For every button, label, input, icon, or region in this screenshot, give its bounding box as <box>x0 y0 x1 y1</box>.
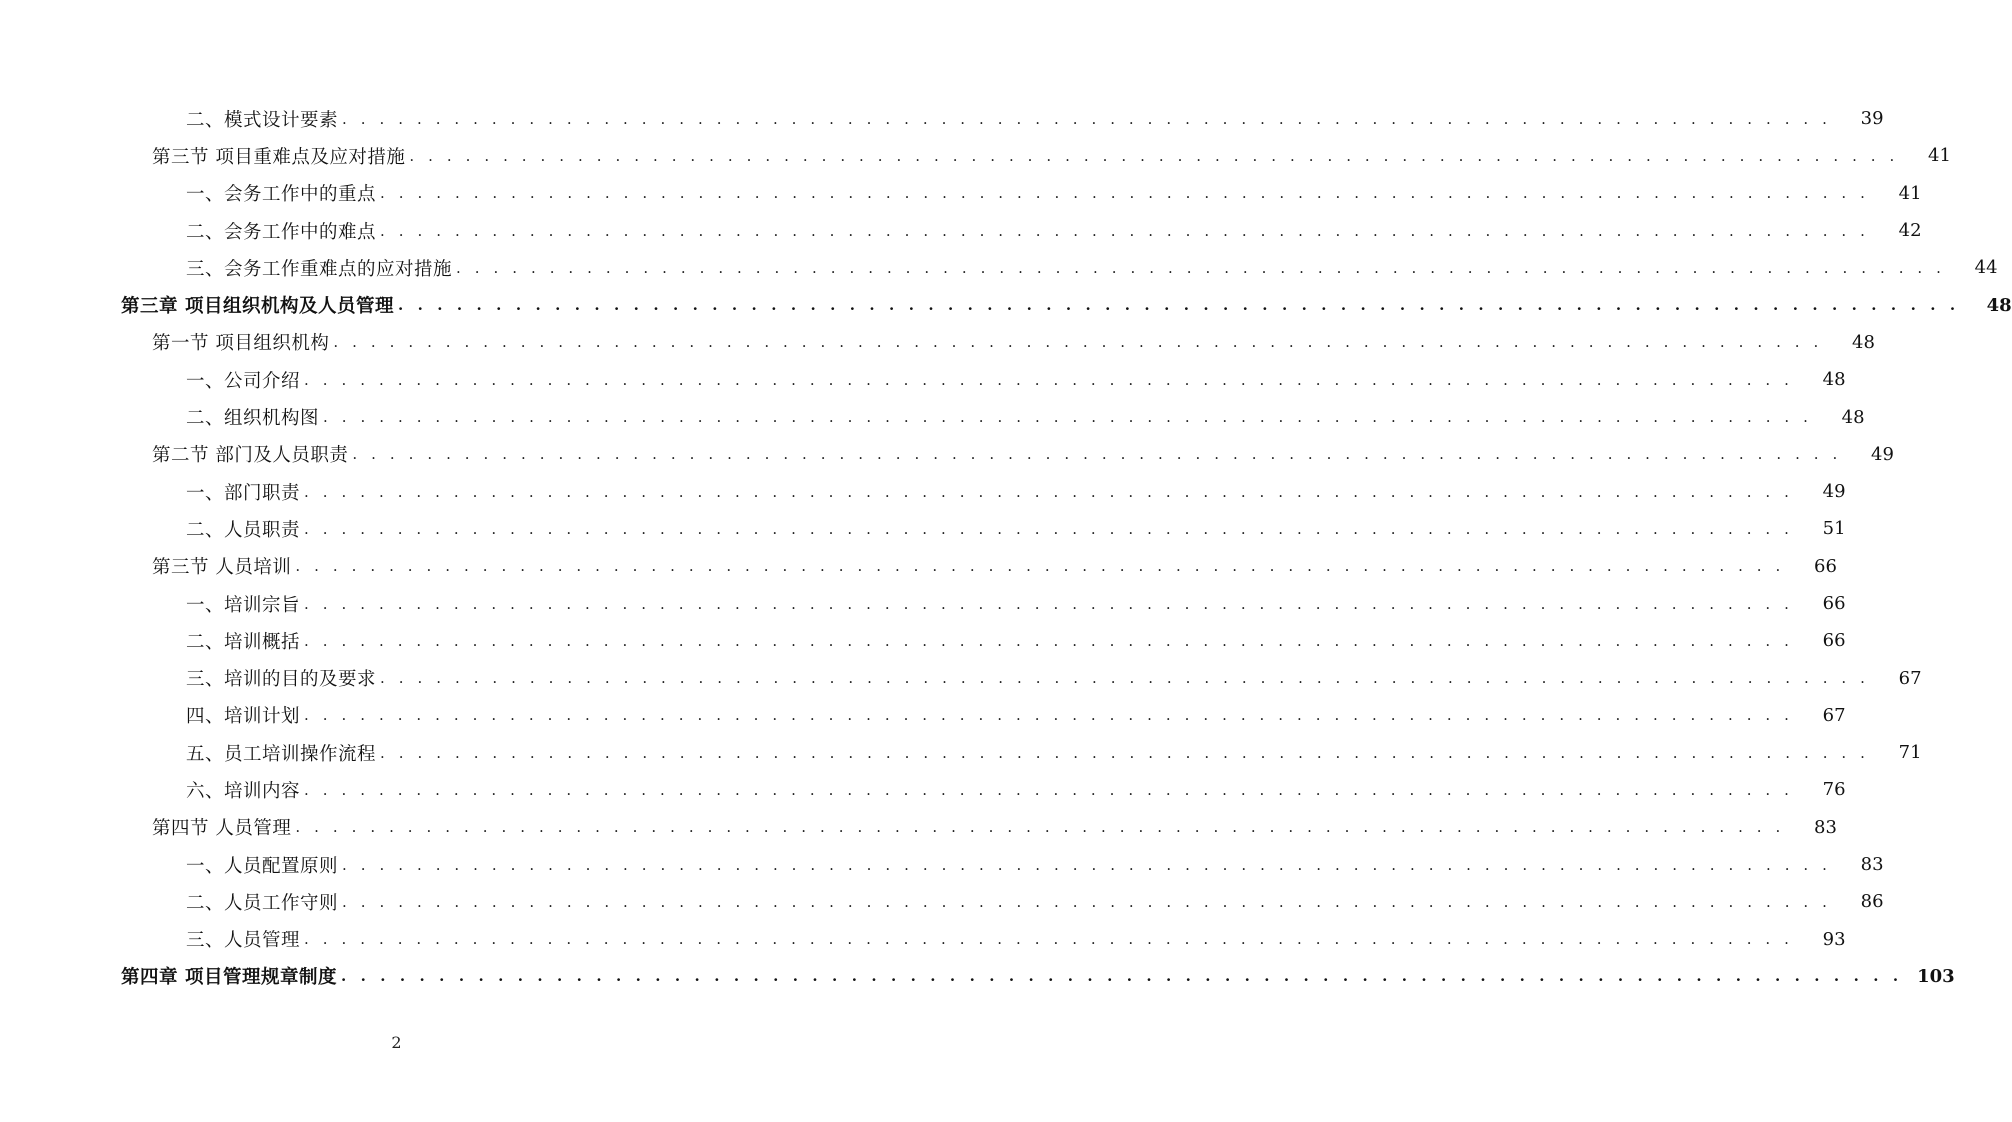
toc-leader-dots: . . . . . . . . . . . . . . . . . . . . . . . . . . . . . . . . . . . . . . . . . . . . . . . . . . . . . . . . . . . . . . . . . . . . . . . . . . . . . . . . <box>409 146 1899 165</box>
toc-entry-label: 二、模式设计要素 <box>186 109 339 131</box>
toc-entry-page: 103 <box>1917 965 1955 987</box>
toc-entry-label: 二、培训概括 <box>186 631 301 653</box>
toc-leader-dots: . . . . . . . . . . . . . . . . . . . . . . . . . . . . . . . . . . . . . . . . . . . . . . . . . . . . . . . . . . . . . . . . . . . . . . . . . . . . . . . . <box>304 594 1794 613</box>
page-number: 2 <box>391 1033 402 1052</box>
toc-leader-dots: . . . . . . . . . . . . . . . . . . . . . . . . . . . . . . . . . . . . . . . . . . . . . . . . . . . . . . . . . . . . . . . . . . . . . . . . . . . . . . . . <box>352 445 1842 464</box>
toc-entry-label: 六、培训内容 <box>186 780 301 802</box>
toc-leader-dots: . . . . . . . . . . . . . . . . . . . . . . . . . . . . . . . . . . . . . . . . . . . . . . . . . . . . . . . . . . . . . . . . . . . . . . . . . . . . . . . . <box>323 408 1813 427</box>
toc-entry-page: 48 <box>1986 294 2012 316</box>
toc-entry[interactable] <box>0 175 1922 212</box>
toc-entry[interactable] <box>0 771 1846 808</box>
toc-leader-dots: . . . . . . . . . . . . . . . . . . . . . . . . . . . . . . . . . . . . . . . . . . . . . . . . . . . . . . . . . . . . . . . . . . . . . . . . . . . . . . . . <box>380 184 1870 203</box>
toc-leader-dots: . . . . . . . . . . . . . . . . . . . . . . . . . . . . . . . . . . . . . . . . . . . . . . . . . . . . . . . . . . . . . . . . . . . . . . . . . . . . . . . . <box>380 669 1870 688</box>
toc-entry-label: 五、员工培训操作流程 <box>186 743 377 765</box>
toc-entry[interactable] <box>0 137 1951 174</box>
toc-entry-label: 三、培训的目的及要求 <box>186 669 377 691</box>
toc-leader-dots: . . . . . . . . . . . . . . . . . . . . . . . . . . . . . . . . . . . . . . . . . . . . . . . . . . . . . . . . . . . . . . . . . . . . . . . . . . . . . . . . <box>304 706 1794 725</box>
toc-leader-dots: . . . . . . . . . . . . . . . . . . . . . . . . . . . . . . . . . . . . . . . . . . . . . . . . . . . . . . . . . . . . . . . . . . . . . . . . . . . . . . . . <box>380 743 1870 762</box>
toc-entry[interactable] <box>0 734 1922 771</box>
toc-entry[interactable] <box>0 883 1884 920</box>
toc-entry-label: 二、人员工作守则 <box>186 892 339 914</box>
toc-entry-page: 41 <box>1898 182 1922 204</box>
toc-entry-label: 第四节 人员管理 <box>152 818 292 840</box>
toc-entry-page: 44 <box>1974 257 1998 279</box>
toc-entry-page: 76 <box>1822 779 1846 801</box>
toc-entry-page: 83 <box>1860 854 1884 876</box>
toc-leader-dots: . . . . . . . . . . . . . . . . . . . . . . . . . . . . . . . . . . . . . . . . . . . . . . . . . . . . . . . . . . . . . . . . . . . . . . . . . . . . . . . . <box>342 855 1832 874</box>
toc-entry-page: 49 <box>1822 481 1846 503</box>
toc-entry-page: 86 <box>1860 891 1884 913</box>
toc-entry-label: 一、培训宗旨 <box>186 594 301 616</box>
toc-entry-page: 66 <box>1822 630 1846 652</box>
toc-entry-page: 49 <box>1871 443 1894 465</box>
toc-entry[interactable] <box>0 286 2012 323</box>
toc-entry-page: 51 <box>1822 518 1846 540</box>
toc-entry-page: 67 <box>1822 704 1846 726</box>
toc-entry-label: 第三节 项目重难点及应对措施 <box>152 146 406 168</box>
toc-entry-label: 第三节 人员培训 <box>152 557 292 579</box>
toc-entry[interactable] <box>0 809 1837 846</box>
toc-entry[interactable] <box>0 697 1846 734</box>
toc-leader-dots: . . . . . . . . . . . . . . . . . . . . . . . . . . . . . . . . . . . . . . . . . . . . . . . . . . . . . . . . . . . . . . . . . . . . . . . . . . . . . . . . <box>295 557 1785 576</box>
toc-entry-page: 48 <box>1841 406 1865 428</box>
toc-entry[interactable] <box>0 921 1846 958</box>
toc-entry[interactable] <box>0 846 1884 883</box>
toc-leader-dots: . . . . . . . . . . . . . . . . . . . . . . . . . . . . . . . . . . . . . . . . . . . . . . . . . . . . . . . . . . . . . . . . . . . . . . . . . . . . . . . . <box>333 333 1823 352</box>
toc-entry[interactable] <box>0 324 1875 361</box>
toc-entry-page: 71 <box>1898 742 1922 764</box>
toc-entry-page: 67 <box>1898 667 1922 689</box>
toc-entry-page: 93 <box>1822 928 1846 950</box>
toc-leader-dots: . . . . . . . . . . . . . . . . . . . . . . . . . . . . . . . . . . . . . . . . . . . . . . . . . . . . . . . . . . . . . . . . . . . . . . . . . . . . . . . . <box>380 221 1870 240</box>
toc-entry-label: 一、人员配置原则 <box>186 855 339 877</box>
toc-leader-dots: . . . . . . . . . . . . . . . . . . . . . . . . . . . . . . . . . . . . . . . . . . . . . . . . . . . . . . . . . . . . . . . . . . . . . . . . . . . . . . . . <box>304 930 1794 949</box>
toc-entry[interactable] <box>0 100 1884 137</box>
toc-entry-label: 二、组织机构图 <box>186 408 320 430</box>
toc-entry[interactable] <box>0 622 1846 659</box>
toc-entry-page: 66 <box>1814 555 1837 577</box>
toc-leader-dots: . . . . . . . . . . . . . . . . . . . . . . . . . . . . . . . . . . . . . . . . . . . . . . . . . . . . . . . . . . . . . . . . . . . . . . . . . . . . . . . . <box>342 892 1832 911</box>
toc-entry-label: 二、会务工作中的难点 <box>186 221 377 243</box>
toc-leader-dots: . . . . . . . . . . . . . . . . . . . . . . . . . . . . . . . . . . . . . . . . . . . . . . . . . . . . . . . . . . . . . . . . . . . . . . . . . . . . . . . . <box>340 967 1903 986</box>
toc-entry[interactable] <box>0 548 1837 585</box>
toc-entry-page: 42 <box>1898 220 1922 242</box>
toc-entry-page: 39 <box>1860 108 1884 130</box>
toc-entry-label: 四、培训计划 <box>186 706 301 728</box>
toc-leader-dots: . . . . . . . . . . . . . . . . . . . . . . . . . . . . . . . . . . . . . . . . . . . . . . . . . . . . . . . . . . . . . . . . . . . . . . . . . . . . . . . . <box>304 780 1794 799</box>
toc-entry-label: 第一节 项目组织机构 <box>152 333 330 355</box>
toc-entry-label: 一、部门职责 <box>186 482 301 504</box>
toc-leader-dots: . . . . . . . . . . . . . . . . . . . . . . . . . . . . . . . . . . . . . . . . . . . . . . . . . . . . . . . . . . . . . . . . . . . . . . . . . . . . . . . . <box>304 482 1794 501</box>
toc-entry-label: 第四章 项目管理规章制度 <box>121 967 337 989</box>
toc-entry-page: 66 <box>1822 593 1846 614</box>
toc-entry-label: 一、公司介绍 <box>186 370 301 392</box>
toc-entry-label: 第二节 部门及人员职责 <box>152 445 349 467</box>
toc-entry-page: 83 <box>1814 816 1837 838</box>
toc-entry-label: 二、人员职责 <box>186 519 301 541</box>
toc-leader-dots: . . . . . . . . . . . . . . . . . . . . . . . . . . . . . . . . . . . . . . . . . . . . . . . . . . . . . . . . . . . . . . . . . . . . . . . . . . . . . . . . <box>397 296 1960 315</box>
toc-entry-page: 41 <box>1928 145 1951 167</box>
toc-leader-dots: . . . . . . . . . . . . . . . . . . . . . . . . . . . . . . . . . . . . . . . . . . . . . . . . . . . . . . . . . . . . . . . . . . . . . . . . . . . . . . . . <box>304 519 1794 538</box>
toc-entry[interactable] <box>0 958 1955 995</box>
toc-entry[interactable] <box>0 436 1894 473</box>
toc-entry-page: 48 <box>1852 331 1875 353</box>
toc-entry-label: 第三章 项目组织机构及人员管理 <box>121 296 394 318</box>
toc-entry[interactable] <box>0 473 1846 510</box>
toc-leader-dots: . . . . . . . . . . . . . . . . . . . . . . . . . . . . . . . . . . . . . . . . . . . . . . . . . . . . . . . . . . . . . . . . . . . . . . . . . . . . . . . . <box>304 370 1794 389</box>
toc-entry[interactable] <box>0 212 1922 249</box>
toc-leader-dots: . . . . . . . . . . . . . . . . . . . . . . . . . . . . . . . . . . . . . . . . . . . . . . . . . . . . . . . . . . . . . . . . . . . . . . . . . . . . . . . . <box>304 631 1794 650</box>
toc-entry[interactable] <box>0 659 1922 696</box>
toc-entry-page: 48 <box>1822 369 1846 391</box>
toc-entry-label: 一、会务工作中的重点 <box>186 184 377 206</box>
toc-leader-dots: . . . . . . . . . . . . . . . . . . . . . . . . . . . . . . . . . . . . . . . . . . . . . . . . . . . . . . . . . . . . . . . . . . . . . . . . . . . . . . . . <box>295 818 1785 837</box>
toc-leader-dots: . . . . . . . . . . . . . . . . . . . . . . . . . . . . . . . . . . . . . . . . . . . . . . . . . . . . . . . . . . . . . . . . . . . . . . . . . . . . . . . . <box>342 109 1832 128</box>
toc-entry[interactable] <box>0 510 1846 547</box>
toc-entry[interactable] <box>0 361 1846 398</box>
toc-entry-label: 三、人员管理 <box>186 930 301 952</box>
table-of-contents <box>0 100 2012 995</box>
toc-entry-label: 三、会务工作重难点的应对措施 <box>186 258 453 280</box>
toc-entry[interactable] <box>0 398 1865 435</box>
toc-leader-dots: . . . . . . . . . . . . . . . . . . . . . . . . . . . . . . . . . . . . . . . . . . . . . . . . . . . . . . . . . . . . . . . . . . . . . . . . . . . . . . . . <box>456 258 1946 277</box>
toc-entry[interactable] <box>0 249 1998 286</box>
toc-entry[interactable] <box>0 585 1846 622</box>
